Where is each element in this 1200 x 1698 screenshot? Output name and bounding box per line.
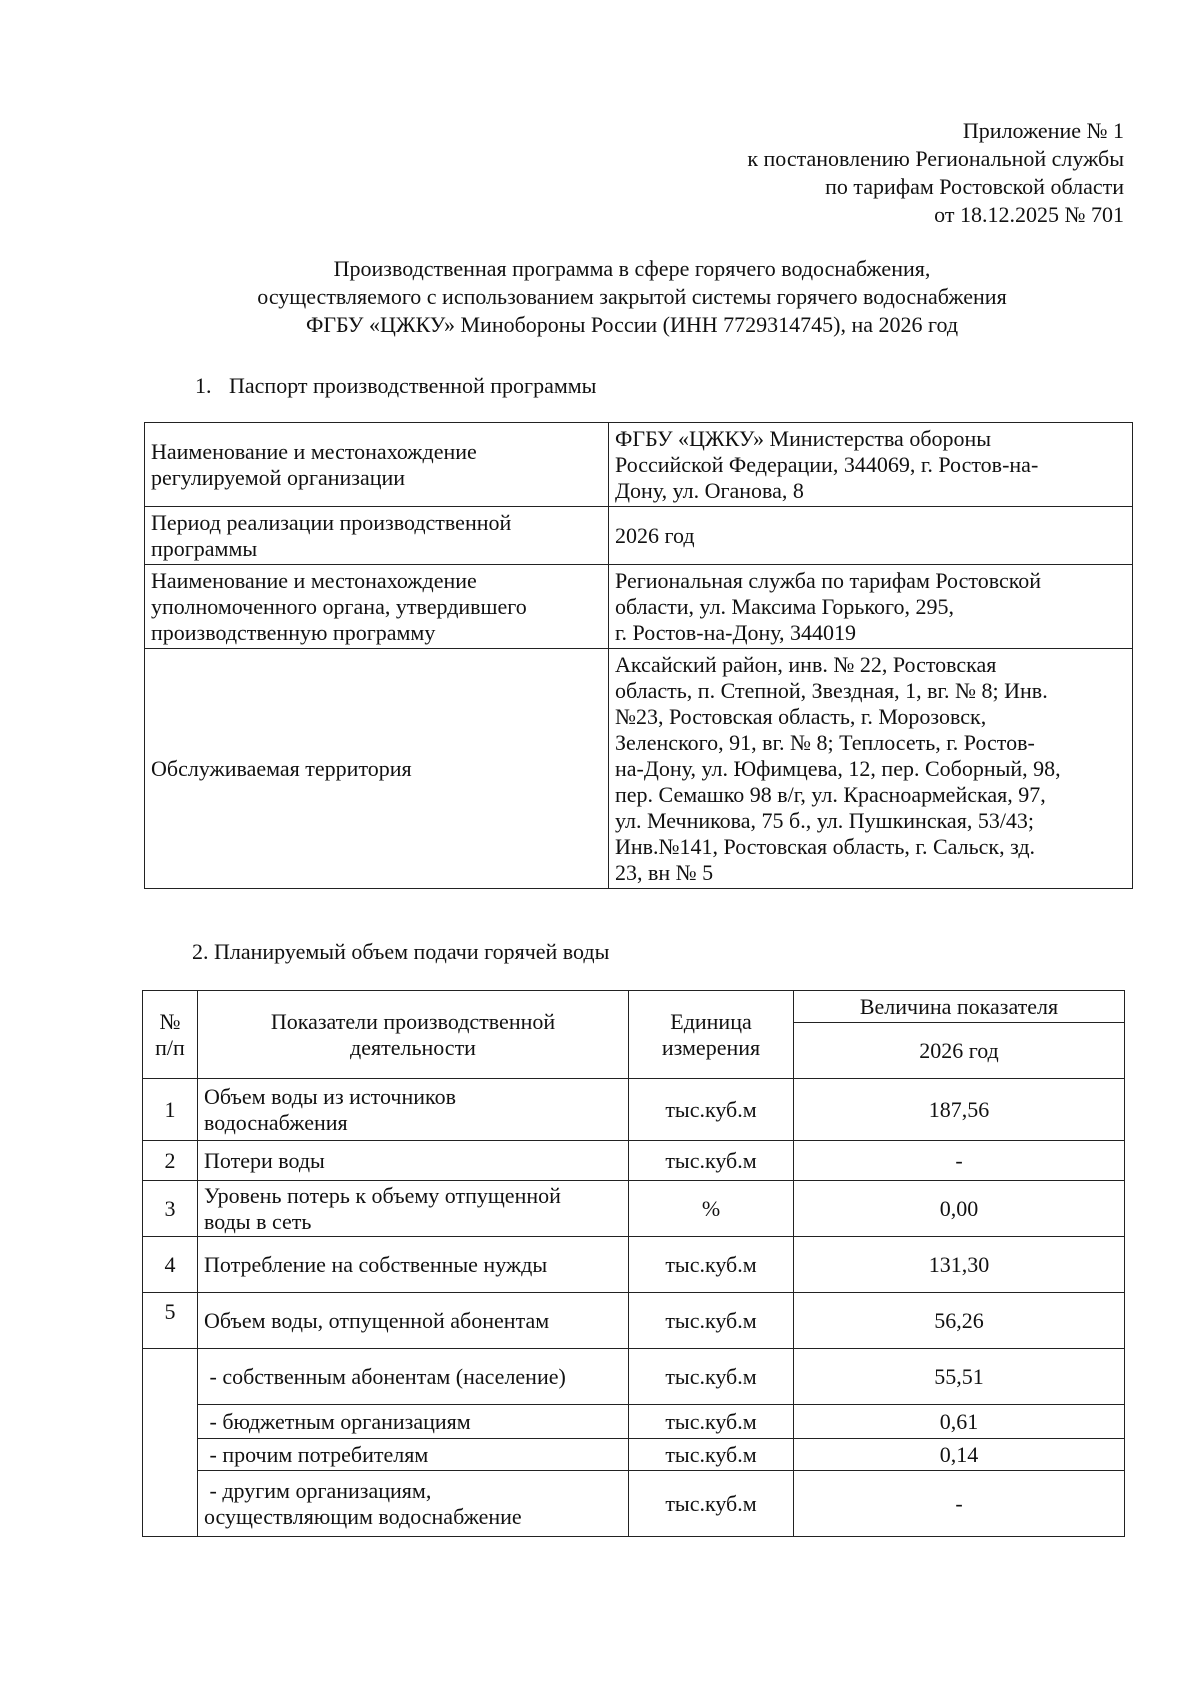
water-volume-table xyxy=(142,990,1125,1537)
header-indicator xyxy=(198,991,629,1079)
appendix-header xyxy=(747,117,1124,229)
header-unit xyxy=(629,991,794,1079)
passport-value-cell xyxy=(609,423,1133,507)
row-value: 0,61 xyxy=(794,1405,1125,1439)
cell-line: производственную программу xyxy=(151,619,436,645)
header-year: 2026 год xyxy=(794,1023,1125,1079)
row-unit: тыс.куб.м xyxy=(629,1405,794,1439)
row-num: 4 xyxy=(143,1237,198,1293)
cell-line: ФГБУ «ЦЖКУ» Министерства обороны xyxy=(615,425,992,451)
table-row xyxy=(145,565,1133,649)
row-indicator xyxy=(198,1237,629,1293)
table-row xyxy=(143,1237,1125,1293)
title-line: Производственная программа в сфере горячего водоснабжения, xyxy=(333,256,931,281)
table-row xyxy=(143,1079,1125,1141)
table-row xyxy=(143,1293,1125,1349)
cell-line: осуществляющим водоснабжение xyxy=(204,1503,522,1529)
title-line: ФГБУ «ЦЖКУ» Минобороны России (ИНН 7729314745), на 2026 год xyxy=(305,312,959,337)
row-value: 0,14 xyxy=(794,1439,1125,1471)
cell-line: - собственным абонентам (население) xyxy=(204,1363,566,1389)
cell-line: Потребление на собственные нужды xyxy=(204,1251,548,1277)
cell-line: - бюджетным организациям xyxy=(204,1408,471,1434)
cell-line: уполномоченного органа, утвердившего xyxy=(151,593,527,619)
appendix-line: от 18.12.2025 № 701 xyxy=(934,202,1124,227)
cell-line: Наименование и местонахождение xyxy=(151,567,477,593)
row-indicator xyxy=(198,1349,629,1405)
row-value: 0,00 xyxy=(794,1181,1125,1237)
table-row xyxy=(143,1471,1125,1537)
cell-line: на-Дону, ул. Юфимцева, 12, пер. Соборный, 98, xyxy=(615,755,1061,781)
passport-key-cell xyxy=(145,565,609,649)
row-indicator xyxy=(198,1293,629,1349)
row-value: - xyxy=(794,1141,1125,1181)
passport-value-cell xyxy=(609,649,1133,889)
cell-line: водоснабжения xyxy=(204,1109,348,1135)
row-unit: тыс.куб.м xyxy=(629,1141,794,1181)
header-line: Единица xyxy=(670,1008,752,1034)
cell-line: Региональная служба по тарифам Ростовской xyxy=(615,567,1042,593)
passport-value-cell xyxy=(609,507,1133,565)
row-unit: тыс.куб.м xyxy=(629,1439,794,1471)
cell-line: 2026 год xyxy=(615,522,695,548)
header-line: № xyxy=(159,1008,181,1034)
row-unit: тыс.куб.м xyxy=(629,1349,794,1405)
cell-line: Обслуживаемая территория xyxy=(151,755,412,781)
appendix-line: к постановлению Региональной службы xyxy=(747,146,1124,171)
cell-line: 23, вн № 5 xyxy=(615,859,714,885)
row-indicator xyxy=(198,1439,629,1471)
table-row xyxy=(145,507,1133,565)
cell-line: Наименование и местонахождение xyxy=(151,438,477,464)
cell-line: Уровень потерь к объему отпущенной xyxy=(204,1182,561,1208)
cell-line: области, ул. Максима Горького, 295, xyxy=(615,593,954,619)
header-value-group: Величина показателя xyxy=(794,991,1125,1023)
cell-line: область, п. Степной, Звездная, 1, вг. № 8; Инв. xyxy=(615,677,1048,703)
passport-key-cell xyxy=(145,649,609,889)
header-num xyxy=(143,991,198,1079)
section-1-title: Паспорт производственной программы xyxy=(229,373,597,398)
table-row xyxy=(143,1349,1125,1405)
table-row xyxy=(143,1405,1125,1439)
header-line: деятельности xyxy=(350,1034,476,1060)
cell-line: - другим организациям, xyxy=(204,1477,432,1503)
document-title xyxy=(0,255,1200,339)
passport-table xyxy=(144,422,1133,889)
row-num: 3 xyxy=(143,1181,198,1237)
cell-line: - прочим потребителям xyxy=(204,1441,429,1467)
row-unit: % xyxy=(629,1181,794,1237)
section-1-number: 1. xyxy=(195,373,212,398)
cell-line: Период реализации производственной xyxy=(151,509,512,535)
row-unit: тыс.куб.м xyxy=(629,1237,794,1293)
row-indicator xyxy=(198,1405,629,1439)
cell-line: Объем воды из источников xyxy=(204,1083,457,1109)
header-line: Показатели производственной xyxy=(270,1008,556,1034)
appendix-line: Приложение № 1 xyxy=(962,118,1124,143)
cell-line: Объем воды, отпущенной абонентам xyxy=(204,1307,550,1333)
header-line: п/п xyxy=(155,1034,185,1060)
table-row xyxy=(145,649,1133,889)
row-value: - xyxy=(794,1471,1125,1537)
cell-line: г. Ростов-на-Дону, 344019 xyxy=(615,619,857,645)
passport-key-cell xyxy=(145,507,609,565)
cell-line: программы xyxy=(151,535,258,561)
cell-line: воды в сеть xyxy=(204,1208,312,1234)
cell-line: Зеленского, 91, вг. № 8; Теплосеть, г. Ростов- xyxy=(615,729,1035,755)
row-value: 187,56 xyxy=(794,1079,1125,1141)
row-indicator xyxy=(198,1181,629,1237)
cell-line: Российской Федерации, 344069, г. Ростов-на- xyxy=(615,451,1039,477)
cell-line: Аксайский район, инв. № 22, Ростовская xyxy=(615,651,997,677)
table-header-row xyxy=(143,991,1125,1023)
row-num: 1 xyxy=(143,1079,198,1141)
passport-value-cell xyxy=(609,565,1133,649)
row-num: 5 xyxy=(143,1293,198,1349)
row-unit: тыс.куб.м xyxy=(629,1471,794,1537)
row-indicator xyxy=(198,1141,629,1181)
row-unit: тыс.куб.м xyxy=(629,1079,794,1141)
cell-line: №23, Ростовская область, г. Морозовск, xyxy=(615,703,987,729)
row-value: 131,30 xyxy=(794,1237,1125,1293)
cell-line: регулируемой организации xyxy=(151,464,406,490)
section-2-heading: 2. Планируемый объем подачи горячей воды xyxy=(192,939,610,964)
passport-key-cell xyxy=(145,423,609,507)
table-row xyxy=(143,1181,1125,1237)
cell-line: пер. Семашко 98 в/г, ул. Красноармейская, 97, xyxy=(615,781,1046,807)
header-line: измерения xyxy=(661,1034,761,1060)
row-indicator xyxy=(198,1079,629,1141)
table-row xyxy=(143,1141,1125,1181)
row-value: 56,26 xyxy=(794,1293,1125,1349)
section-1-heading xyxy=(195,373,596,399)
appendix-line: по тарифам Ростовской области xyxy=(825,174,1124,199)
cell-line: Потери воды xyxy=(204,1147,325,1173)
title-line: осуществляемого с использованием закрытой системы горячего водоснабжения xyxy=(257,284,1007,309)
row-num-empty xyxy=(143,1349,198,1537)
cell-line: ул. Мечникова, 75 б., ул. Пушкинская, 53/43; xyxy=(615,807,1035,833)
table-row xyxy=(143,1439,1125,1471)
cell-line: Инв.№141, Ростовская область, г. Сальск, зд. xyxy=(615,833,1036,859)
cell-line: Дону, ул. Оганова, 8 xyxy=(615,477,804,503)
table-row xyxy=(145,423,1133,507)
row-num: 2 xyxy=(143,1141,198,1181)
row-indicator xyxy=(198,1471,629,1537)
row-unit: тыс.куб.м xyxy=(629,1293,794,1349)
row-value: 55,51 xyxy=(794,1349,1125,1405)
